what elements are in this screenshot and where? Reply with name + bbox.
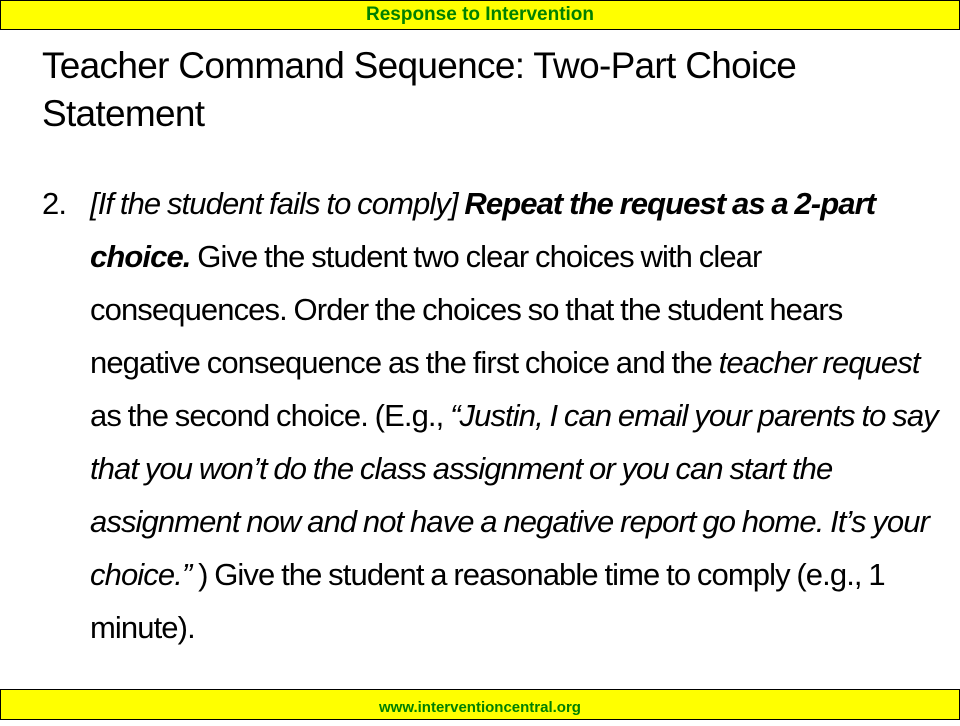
footer-banner xyxy=(0,689,960,720)
header-banner xyxy=(0,0,960,30)
instruction-text-continued: as the second choice. (E.g., xyxy=(90,398,451,433)
footer-url: www.interventioncentral.org xyxy=(379,699,581,716)
slide-title: Teacher Command Sequence: Two-Part Choice Statement xyxy=(42,45,797,134)
condition-text: [If the student fails to comply] xyxy=(90,186,465,221)
header-banner-text: Response to Intervention xyxy=(365,4,595,25)
list-item-number: 2. xyxy=(42,186,67,221)
emphasis-text: teacher request xyxy=(718,345,920,380)
instruction-heading: Repeat the request as a 2-part choice. xyxy=(90,186,876,274)
list-item-text xyxy=(90,177,940,654)
instruction-text: Give the student two clear choices with clear consequences. Order the choices so that the student hears negative consequence as the first choice and the xyxy=(90,239,843,380)
instruction-text-end: ) Give the student a reasonable time to comply (e.g., 1 minute). xyxy=(90,557,885,645)
example-quote: “Justin, I can email your parents to say that you won’t do the class assignment or you can start the assignment now and not have a negative report go home. It’s your choice.” xyxy=(90,398,938,592)
